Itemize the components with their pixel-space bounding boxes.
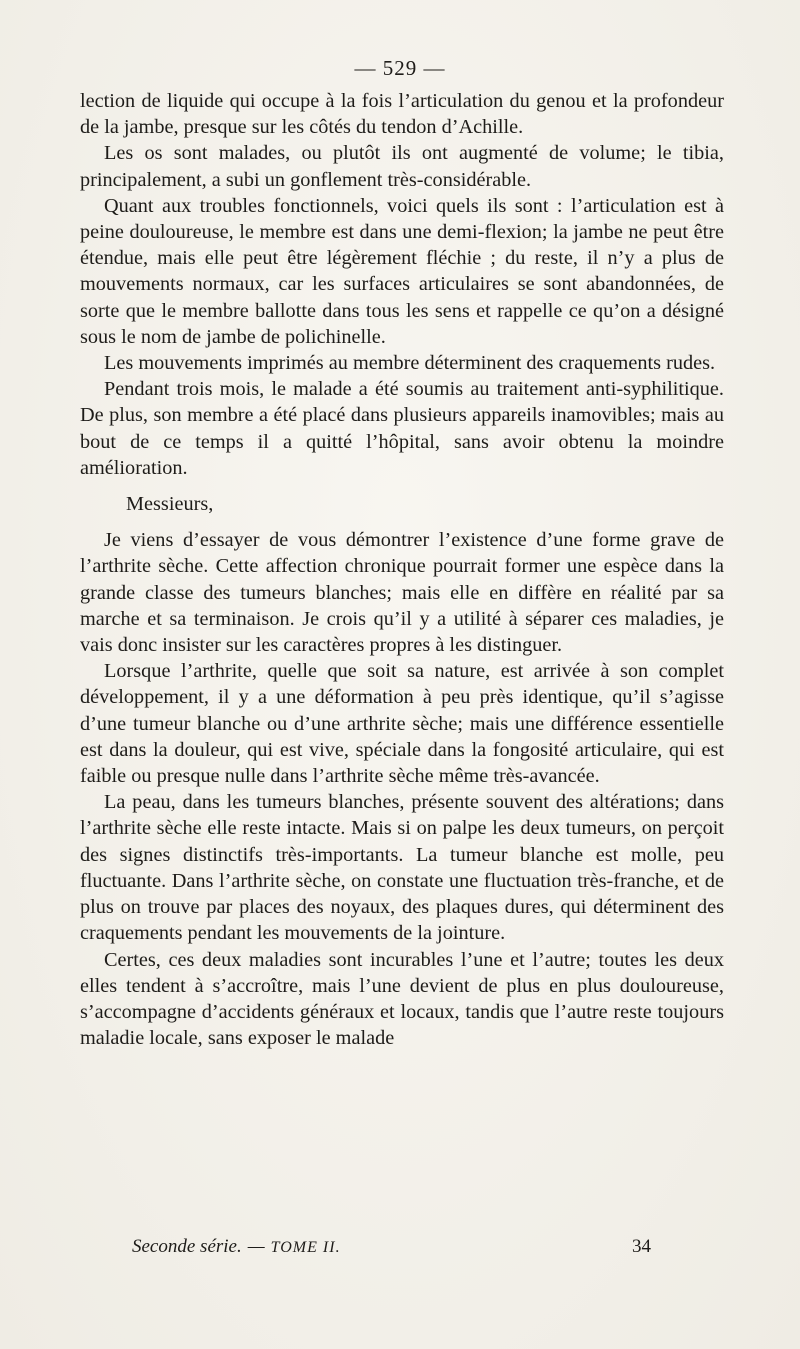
page-footer — [0, 1236, 800, 1262]
paragraph: lection de liquide qui occupe à la fois l’articulation du genou et la profondeur de la jambe, presque sur les côtés du tendon d’Achille. — [80, 90, 724, 139]
paragraph: Quant aux troubles fonctionnels, voici quels ils sont : l’articulation est à peine douloureuse, le membre est dans une demi-flexion; la jambe ne peut être étendue, mais elle peut être légèrement fléchie ; du reste, il n’y a plus de mouvements normaux, car les surfaces articulaires se sont abandonnées, de sorte que le membre ballotte dans tous les sens et rappelle ce qu’on a désigné sous le nom de jambe de polichinelle. — [80, 194, 724, 348]
paragraph: Les os sont malades, ou plutôt ils ont augmenté de volume; le tibia, principalement, a subi un gonflement très-considérable. — [80, 142, 724, 191]
paragraph: Pendant trois mois, le malade a été soumis au traitement anti-syphilitique. De plus, son membre a été placé dans plusieurs appareils inamovibles; mais au bout de ce temps il a quitté l’hôpital, sans avoir obtenu la moindre amélioration. — [80, 378, 724, 479]
salutation: Messieurs, — [126, 493, 214, 516]
body-text — [80, 88, 724, 1051]
signature-mark: 34 — [632, 1236, 651, 1257]
paragraph: Les mouvements imprimés au membre déterminent des craquements rudes. — [104, 352, 716, 375]
paragraph: Lorsque l’arthrite, quelle que soit sa nature, est arrivée à son complet développement, il y a une déformation à peu près identique, qu’il s’agisse d’une tumeur blanche ou d’une arthrite sèche; mais une différence essentielle est dans la douleur, qui est vive, spéciale dans la fongosité articulaire, qui est faible ou presque nulle dans l’arthrite sèche même très-avancée. — [80, 660, 724, 788]
paragraph: Je viens d’essayer de vous démontrer l’existence d’une forme grave de l’arthrite sèche. Cette affection chronique pourrait former une espèce dans la grande classe des tumeurs blanches; mais elle en diffère en réalité par sa marche et sa terminaison. Je crois qu’il y a utilité à séparer ces maladies, je vais donc insister sur les caractères propres à les distinguer. — [80, 529, 724, 657]
footer-series — [132, 1236, 341, 1258]
volume-label: TOME II. — [270, 1239, 341, 1256]
series-title: Seconde série. — [132, 1236, 242, 1257]
paragraph: La peau, dans les tumeurs blanches, présente souvent des altérations; dans l’arthrite sèche elle reste intacte. Mais si on palpe les deux tumeurs, on perçoit des signes distinctifs très-importants. La tumeur blanche est molle, peu fluctuante. Dans l’arthrite sèche, on constate une fluctuation très-franche, et de plus on trouve par places des noyaux, des plaques dures, qui déterminent des craquements pendant les mouvements de la jointure. — [80, 791, 724, 945]
footer-separator: — — [247, 1236, 265, 1257]
page-number: — 529 — — [354, 56, 446, 80]
paragraph: Certes, ces deux maladies sont incurables l’une et l’autre; toutes les deux elles tendent à s’accroître, mais l’une devient de plus en plus douloureuse, s’accompagne d’accidents généraux et locaux, tandis que l’autre reste toujours maladie locale, sans exposer le malade — [80, 948, 724, 1050]
